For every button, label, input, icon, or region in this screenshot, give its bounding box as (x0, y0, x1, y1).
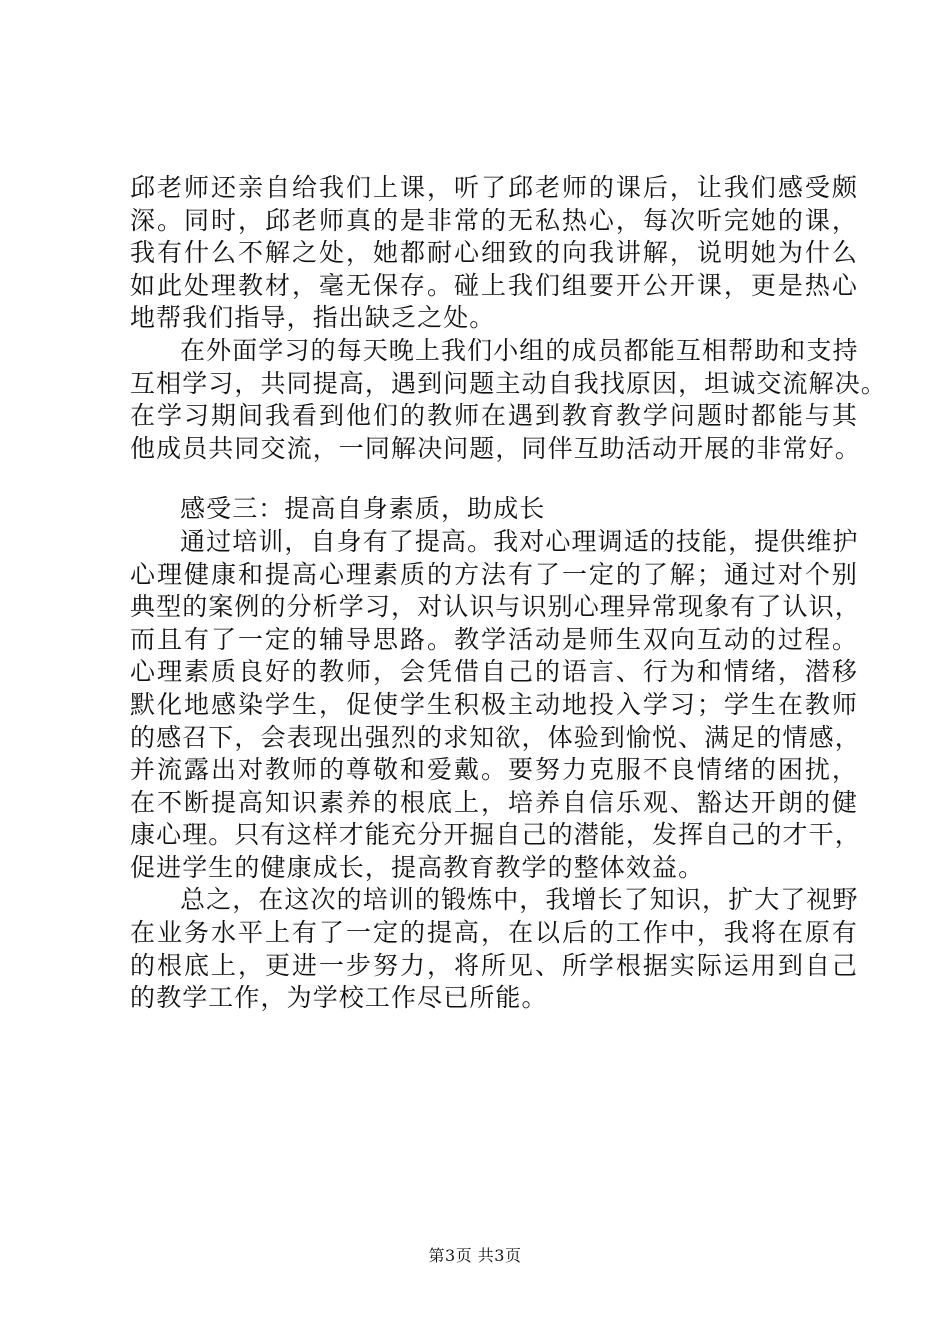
paragraph-line: 并流露出对教师的尊敬和爱戴。要努力克服不良情绪的困扰， (130, 755, 858, 785)
paragraph-line: 典型的案例的分析学习，对认识与识别心理异常现象有了认识， (130, 592, 861, 622)
paragraph-line: 心理素质良好的教师，会凭借自己的语言、行为和情绪，潜移 (130, 657, 858, 687)
paragraph-line: 深。同时，邱老师真的是非常的无私热心，每次听完她的课， (130, 205, 858, 235)
paragraph-line: 在业务水平上有了一定的提高，在以后的工作中，我将在原有 (130, 918, 858, 948)
section-heading: 感受三：提高自身素质，助成长 (180, 494, 546, 524)
paragraph-line: 康心理。只有这样才能充分开掘自己的潜能，发挥自己的才干， (130, 820, 861, 850)
paragraph-line: 默化地感染学生，促使学生积极主动地投入学习；学生在教师 (130, 689, 858, 719)
paragraph-line: 他成员共同交流，一同解决问题，同伴互助活动开展的非常好。 (130, 433, 861, 463)
paragraph-line: 的根底上，更进一步努力，将所见、所学根据实际运用到自己 (130, 950, 858, 980)
paragraph-line: 互相学习，共同提高，遇到问题主动自我找原因，坦诚交流解决。 (130, 368, 887, 398)
paragraph-line: 的教学工作，为学校工作尽已所能。 (130, 983, 548, 1013)
paragraph-line: 而且有了一定的辅导思路。教学活动是师生双向互动的过程。 (130, 624, 858, 654)
page-number-footer: 第3页 共3页 (428, 1246, 522, 1265)
paragraph-line: 心理健康和提高心理素质的方法有了一定的了解；通过对个别 (130, 559, 858, 589)
paragraph-line: 邱老师还亲自给我们上课，听了邱老师的课后，让我们感受颇 (130, 173, 858, 202)
paragraph-line: 在外面学习的每天晚上我们小组的成员都能互相帮助和支持 (180, 335, 859, 365)
paragraph-line: 总之，在这次的培训的锻炼中，我增长了知识，扩大了视野 (180, 885, 859, 915)
paragraph-line: 如此处理教材，毫无保存。碰上我们组要开公开课，更是热心 (130, 270, 858, 300)
paragraph-line: 通过培训，自身有了提高。我对心理调适的技能，提供维护 (180, 526, 859, 556)
paragraph-line: 的感召下，会表现出强烈的求知欲，体验到愉悦、满足的情感， (130, 722, 861, 752)
paragraph-line: 促进学生的健康成长，提高教育教学的整体效益。 (130, 852, 705, 882)
paragraph-gap (130, 465, 858, 493)
paragraph-line: 我有什么不解之处，她都耐心细致的向我讲解，说明她为什么 (130, 238, 858, 268)
paragraph-line: 在不断提高知识素养的根底上，培养自信乐观、豁达开朗的健 (130, 787, 858, 817)
paragraph-line: 地帮我们指导，指出缺乏之处。 (130, 303, 496, 333)
document-body (130, 172, 887, 1015)
paragraph-line: 在学习期间我看到他们的教师在遇到教育教学问题时都能与其 (130, 401, 858, 431)
